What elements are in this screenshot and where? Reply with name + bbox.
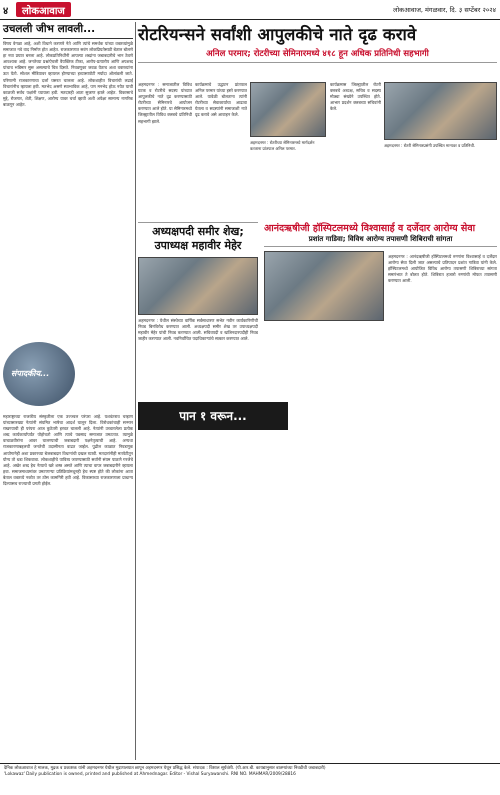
- story3: [264, 222, 497, 321]
- main-news-area: [138, 22, 497, 423]
- page-header: [0, 0, 500, 20]
- editorial-text-a: विषय वेगळा आहे, अशी विधाने करणारे नेते आणि त्यांचे समर्थक यांच्या वक्तव्यांमुळे समाजात नवे वाद निर्माण होत आहेत. राजकारणात सवंग लोकप्रियतेसाठी बेताल बोलणे हा नवा प्रघात बनला आहे. लोकप्रतिनिधींनी आपल्या शब्दांना जबाबदारीचे भान ठेवणे आवश्यक आहे. जनतेच्या प्रश्नांऐवजी वैयक्तिक टीका, आरोप-प्रत्यारोप आणि अपशब्द यांचाच भडिमार सुरू असल्याचे चित्र दिसते. निवडणुका जवळ येताच अशा वक्तव्यांना ऊत येतो. सोशल मीडियावर व्हायरल होण्याच्या हव्यासापोटी मर्यादा ओलांडली जाते. परिणामी राजकारणाचा दर्जा घसरत चालला आहे. लोकशाहीत विचारांची लढाई विचारांनीच व्हायला हवी. मतभेद असणे स्वाभाविक आहे, पण मनभेद होऊ नयेत याची काळजी सर्वच पक्षांनी घ्यायला हवी. मतदारही आता सुजाण झाले आहेत. विकासाचे मुद्दे, रोजगार, शेती, शिक्षण, आरोग्य यावर चर्चा व्हावी अशी अपेक्षा सामान्य नागरिक बाळगून आहेत.: [3, 41, 133, 107]
- story3-text: अहमदनगर : आनंदऋषीजी हॉस्पिटलमध्ये रुग्णांना विश्वासार्ह व दर्जेदार आरोग्य सेवा दिली जात असल्याचे प्रतिपादन प्रशांत गाडिवा यांनी केले. हॉस्पिटलमध्ये आयोजित विविध आरोग्य तपासणी शिबिराच्या सांगता समारंभात ते बोलत होते. शिबिरात हजारो रुग्णांची मोफत तपासणी करण्यात आली.: [388, 254, 497, 284]
- footer: [0, 763, 500, 795]
- page-number: ४: [3, 6, 9, 17]
- editorial-title: उचलली जीभ लावली...: [3, 22, 133, 39]
- story1-caption-b: अहमदनगर : रोटरी सेमिनारप्रसंगी उपस्थित मान्यवर व प्रतिनिधी.: [384, 143, 476, 148]
- masthead-logo: लोकआवाज: [16, 2, 71, 17]
- footer-line-1: दैनिक लोकआवाज हे मालक, मुद्रक व प्रकाशक यांनी अहमदनगर येथील मुद्रणालयात छापून अहमदनगर येथून प्रसिद्ध केले. संपादक : विशाल सूर्यवंशी. (पी.आर.बी. कायद्यानुसार बातम्यांच्या निवडीची जबाबदारी): [4, 766, 326, 771]
- story1-col-c: कार्यक्रमास जिल्ह्यातील रोटरी क्लबचे अध्यक्ष, सचिव व सदस्य मोठ्या संख्येने उपस्थित होते. आभार प्रदर्शन क्लबच्या सचिवांनी केले.: [330, 82, 381, 112]
- story3-photo: [264, 251, 384, 321]
- column-divider: [135, 22, 136, 760]
- dateline: लोकआवाज, मंगळवार, दि. ३ सप्टेंबर २०२४: [393, 6, 496, 14]
- story2-text: अहमदनगर : येथील संस्थेच्या वार्षिक सर्वसाधारण सभेत नवीन कार्यकारिणीची निवड बिनविरोध करण्यात आली. अध्यक्षपदी समीर शेख तर उपाध्यक्षपदी महावीर मेहेर यांची निवड करण्यात आली. सचिवपदी व खजिनदारपदीही निवड जाहीर करण्यात आली. नवनिर्वाचित पदाधिकाऱ्यांचे सत्कार करण्यात आले.: [138, 318, 258, 342]
- story1-photo-a: [250, 82, 326, 137]
- editorial-label: संपादकीय...: [11, 369, 50, 378]
- story1-photo-b: [384, 82, 497, 140]
- story1-subhead: अनिल परमार; रोटरीच्या सेमिनारमध्ये ४१८ हून अधिक प्रतिनिधी सहभागी: [138, 48, 497, 63]
- footer-line-2: 'Lokawaz' Daily publication is owned, printed and published at Ahmednagar. Editor - Vishal Suryawanshi. RNI NO. MAHMAR/2009/28816: [4, 772, 296, 778]
- story1-col-a: अहमदनगर : समाजातील विविध घटक व रोटरीचे सदस्य यांच्यात आपुलकीचे नाते दृढ करण्यासाठी रोटरीच्या सेमिनारचे आयोजन करण्यात आले होते. या सेमिनारमध्ये जिल्ह्यातील विविध क्लबचे प्रतिनिधी सहभागी झाले.: [138, 82, 192, 124]
- story1-col-b: कार्यक्रमाचे उद्घाटन प्रांतपाल अनिल परमार यांच्या हस्ते करण्यात आले. यावेळी बोलताना त्यांनी रोटरीच्या सेवाकार्याचा आढावा घेतला व सदस्यांनी समाजाशी नाते दृढ करावे असे आवाहन केले.: [195, 82, 247, 118]
- story1-headline: रोटरियन्सने सर्वांशी आपुलकीचे नाते दृढ करावे: [138, 25, 417, 44]
- story2: [138, 222, 258, 418]
- editorial-text-b: महाराष्ट्राच्या राजकीय संस्कृतीला एक उज्ज्वल परंपरा आहे. यशवंतराव चव्हाण यांच्यासारख्या नेत्यांनी संयमित भाषेचा आदर्श घालून दिला. विरोधकांचाही सन्मान राखण्याची ही परंपरा आज कुठेतरी हरवत चालली आहे. नेत्यांनी उच्चारलेला प्रत्येक शब्द कार्यकर्त्यांपर्यंत पोहोचतो आणि त्याचे पडसाद समाजात उमटतात. त्यामुळे वाचाळवीरांना आवर घालण्याची जबाबदारी पक्षनेतृत्वाची आहे. अन्यथा राजकारणाबद्दलची जनतेची उदासीनता वाढत जाईल. पुढील काळात निवडणूक आयोगानेही अशा प्रकारच्या बेजबाबदार विधानांची दखल घ्यावी. मतदारांनीही मतपेटीतून योग्य तो धडा शिकवावा. लोकशाहीचे पावित्र्य जपण्यासाठी सर्वांनी संयम पाळणे गरजेचे आहे. अखेर शब्द हेच नेत्याचे खरे शस्त्र असते आणि त्याचा वापर जबाबदारीने व्हायला हवा. समाजमाध्यमांवर उमटणाऱ्या प्रतिक्रियांमधूनही हेच स्पष्ट होते की लोकांना आता बेताल वक्तव्ये नकोत तर ठोस कामगिरी हवी आहे. विकासाच्या राजकारणाला प्राधान्य दिल्यासच राज्याची प्रगती होईल.: [3, 414, 133, 487]
- editorial-column: [3, 22, 133, 760]
- editorial-logo-photo: [3, 342, 133, 412]
- story2-headline: अध्यक्षपदी समीर शेख; उपाध्यक्ष महावीर मेहेर: [138, 222, 258, 253]
- story1-caption-a: अहमदनगर : रोटरीच्या सेमिनारमध्ये मार्गदर्शन करताना प्रांतपाल अनिल परमार.: [250, 140, 315, 151]
- story1-body: [138, 80, 497, 220]
- continued-banner: पान १ वरून...: [138, 402, 288, 430]
- story3-subhead: प्रशांत गाडिवा; विविध आरोग्य तपासणी शिबिराची सांगता: [264, 235, 497, 247]
- story3-headline: आनंदऋषीजी हॉस्पिटलमध्ये विश्वासार्ह व दर्जेदार आरोग्य सेवा: [264, 223, 476, 234]
- story2-photo: [138, 257, 258, 315]
